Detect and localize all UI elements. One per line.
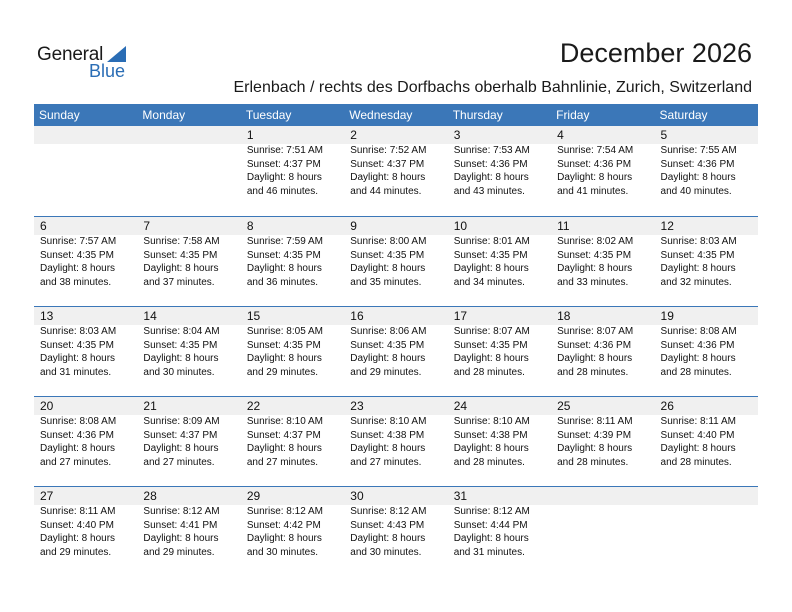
sunrise-time: Sunrise: 7:54 AM (557, 145, 634, 156)
day-number: 24 (448, 397, 551, 415)
daylight-hours: Daylight: 8 hours (453, 533, 529, 544)
weekday-wednesday: Wednesday (349, 108, 413, 122)
daylight-hours: Daylight: 8 hours (350, 533, 426, 544)
calendar-week-row (34, 126, 758, 216)
sunset-time: Sunset: 4:35 PM (350, 249, 425, 261)
daylight-minutes: and 28 minutes. (660, 456, 732, 468)
sunrise-time: Sunrise: 7:58 AM (143, 236, 220, 247)
daylight-minutes: and 32 minutes. (660, 276, 732, 288)
day-number (137, 126, 240, 144)
day-number: 5 (655, 126, 758, 144)
sunrise-time: Sunrise: 7:55 AM (660, 145, 737, 156)
sunrise-time: Sunrise: 8:12 AM (246, 506, 323, 517)
daylight-hours: Daylight: 8 hours (143, 353, 219, 364)
daylight-minutes: and 29 minutes. (40, 546, 112, 558)
daylight-hours: Daylight: 8 hours (246, 263, 322, 274)
day-cell (448, 307, 551, 396)
day-number: 19 (655, 307, 758, 325)
daylight-minutes: and 27 minutes. (350, 456, 422, 468)
weekday-saturday: Saturday (659, 108, 708, 122)
day-number: 9 (344, 217, 447, 235)
daylight-hours: Daylight: 8 hours (557, 172, 633, 183)
day-number: 21 (137, 397, 240, 415)
sunset-time: Sunset: 4:35 PM (143, 249, 218, 261)
day-number: 13 (34, 307, 137, 325)
day-number: 17 (448, 307, 551, 325)
sunrise-time: Sunrise: 8:12 AM (143, 506, 220, 517)
daylight-hours: Daylight: 8 hours (350, 263, 426, 274)
sunrise-time: Sunrise: 7:52 AM (350, 145, 427, 156)
sunrise-time: Sunrise: 8:12 AM (453, 506, 530, 517)
day-cell (344, 397, 447, 486)
daylight-hours: Daylight: 8 hours (557, 263, 633, 274)
day-cell (34, 397, 137, 486)
day-number (551, 487, 654, 505)
day-cell (241, 126, 344, 216)
daylight-hours: Daylight: 8 hours (453, 443, 529, 454)
calendar-week-row (34, 216, 758, 306)
day-cell (137, 217, 240, 306)
sunset-time: Sunset: 4:38 PM (453, 429, 528, 441)
sunrise-time: Sunrise: 8:11 AM (40, 506, 116, 517)
weekday-thursday: Thursday (452, 108, 503, 122)
sunset-time: Sunset: 4:37 PM (350, 158, 425, 170)
location-subtitle: Erlenbach / rechts des Dorfbachs oberhalb Bahnlinie, Zurich, Switzerland (233, 79, 752, 96)
daylight-hours: Daylight: 8 hours (143, 533, 219, 544)
sunset-time: Sunset: 4:35 PM (453, 339, 528, 351)
sunset-time: Sunset: 4:38 PM (350, 429, 425, 441)
sunset-time: Sunset: 4:36 PM (660, 158, 735, 170)
sunrise-time: Sunrise: 8:10 AM (350, 416, 427, 427)
daylight-hours: Daylight: 8 hours (660, 443, 736, 454)
logo-blue-text: Blue (89, 61, 126, 81)
sunset-time: Sunset: 4:35 PM (40, 339, 114, 351)
sunrise-time: Sunrise: 8:11 AM (557, 416, 633, 427)
day-number: 4 (551, 126, 654, 144)
day-number: 2 (344, 126, 447, 144)
day-cell (34, 487, 137, 576)
daylight-hours: Daylight: 8 hours (40, 353, 116, 364)
daylight-minutes: and 40 minutes. (660, 185, 732, 197)
daylight-minutes: and 38 minutes. (40, 276, 112, 288)
logo-triangle-icon (107, 46, 126, 62)
daylight-hours: Daylight: 8 hours (350, 443, 426, 454)
sunset-time: Sunset: 4:35 PM (557, 249, 632, 261)
sunrise-time: Sunrise: 8:00 AM (350, 236, 427, 247)
daylight-hours: Daylight: 8 hours (246, 172, 322, 183)
sunset-time: Sunset: 4:35 PM (350, 339, 425, 351)
sunset-time: Sunset: 4:35 PM (143, 339, 218, 351)
empty-day-cell (655, 487, 758, 576)
daylight-hours: Daylight: 8 hours (660, 263, 736, 274)
day-number: 12 (655, 217, 758, 235)
day-number: 14 (137, 307, 240, 325)
sunrise-time: Sunrise: 7:51 AM (246, 145, 323, 156)
day-number: 30 (344, 487, 447, 505)
day-cell (241, 487, 344, 576)
daylight-minutes: and 28 minutes. (557, 456, 629, 468)
sunrise-time: Sunrise: 7:59 AM (246, 236, 323, 247)
sunset-time: Sunset: 4:36 PM (557, 158, 632, 170)
day-cell (34, 217, 137, 306)
sunset-time: Sunset: 4:37 PM (246, 429, 321, 441)
daylight-minutes: and 41 minutes. (557, 185, 629, 197)
day-number: 20 (34, 397, 137, 415)
day-number (655, 487, 758, 505)
day-cell (655, 126, 758, 216)
sunrise-time: Sunrise: 8:11 AM (660, 416, 736, 427)
day-cell (344, 126, 447, 216)
day-number: 8 (241, 217, 344, 235)
daylight-hours: Daylight: 8 hours (557, 353, 633, 364)
sunset-time: Sunset: 4:36 PM (453, 158, 528, 170)
day-cell (448, 487, 551, 576)
daylight-minutes: and 29 minutes. (350, 366, 422, 378)
day-cell (551, 307, 654, 396)
day-cell (241, 217, 344, 306)
sunrise-time: Sunrise: 8:08 AM (40, 416, 117, 427)
day-cell (137, 487, 240, 576)
daylight-minutes: and 28 minutes. (557, 366, 629, 378)
weekday-friday: Friday (556, 108, 590, 122)
day-number: 28 (137, 487, 240, 505)
daylight-minutes: and 29 minutes. (246, 366, 319, 378)
day-number (34, 126, 137, 144)
sunset-time: Sunset: 4:43 PM (350, 519, 425, 531)
sunset-time: Sunset: 4:39 PM (557, 429, 632, 441)
daylight-minutes: and 29 minutes. (143, 546, 215, 558)
daylight-hours: Daylight: 8 hours (40, 443, 116, 454)
daylight-minutes: and 30 minutes. (350, 546, 422, 558)
day-cell (551, 217, 654, 306)
daylight-hours: Daylight: 8 hours (557, 443, 633, 454)
sunrise-time: Sunrise: 8:07 AM (557, 326, 634, 337)
sunset-time: Sunset: 4:35 PM (40, 249, 114, 261)
daylight-minutes: and 30 minutes. (143, 366, 215, 378)
day-cell (344, 307, 447, 396)
daylight-minutes: and 43 minutes. (453, 185, 525, 197)
daylight-minutes: and 35 minutes. (350, 276, 422, 288)
day-number: 22 (241, 397, 344, 415)
day-number: 27 (34, 487, 137, 505)
calendar-week-row (34, 486, 758, 576)
daylight-minutes: and 37 minutes. (143, 276, 215, 288)
page-title: December 2026 (559, 38, 752, 68)
daylight-hours: Daylight: 8 hours (660, 172, 736, 183)
sunrise-time: Sunrise: 8:05 AM (246, 326, 323, 337)
day-number: 31 (448, 487, 551, 505)
sunset-time: Sunset: 4:37 PM (246, 158, 321, 170)
sunrise-time: Sunrise: 8:03 AM (660, 236, 737, 247)
daylight-hours: Daylight: 8 hours (453, 353, 529, 364)
day-number: 29 (241, 487, 344, 505)
sunrise-time: Sunrise: 8:01 AM (453, 236, 530, 247)
daylight-hours: Daylight: 8 hours (453, 172, 529, 183)
empty-day-cell (551, 487, 654, 576)
daylight-minutes: and 27 minutes. (246, 456, 319, 468)
daylight-minutes: and 33 minutes. (557, 276, 629, 288)
sunset-time: Sunset: 4:35 PM (453, 249, 528, 261)
weekday-tuesday: Tuesday (245, 108, 292, 122)
day-cell (448, 397, 551, 486)
sunset-time: Sunset: 4:35 PM (246, 339, 321, 351)
daylight-hours: Daylight: 8 hours (246, 533, 322, 544)
calendar-week-row (34, 396, 758, 486)
daylight-minutes: and 44 minutes. (350, 185, 422, 197)
logo (37, 42, 137, 82)
empty-day-cell (137, 126, 240, 216)
day-number: 16 (344, 307, 447, 325)
day-cell (448, 126, 551, 216)
day-number: 1 (241, 126, 344, 144)
daylight-hours: Daylight: 8 hours (350, 353, 426, 364)
day-number: 25 (551, 397, 654, 415)
daylight-hours: Daylight: 8 hours (40, 533, 116, 544)
daylight-minutes: and 31 minutes. (453, 546, 525, 558)
sunrise-time: Sunrise: 8:04 AM (143, 326, 220, 337)
daylight-minutes: and 27 minutes. (143, 456, 215, 468)
sunrise-time: Sunrise: 8:10 AM (246, 416, 323, 427)
sunrise-time: Sunrise: 7:53 AM (453, 145, 530, 156)
day-number: 7 (137, 217, 240, 235)
sunset-time: Sunset: 4:44 PM (453, 519, 528, 531)
sunrise-time: Sunrise: 8:12 AM (350, 506, 427, 517)
sunrise-time: Sunrise: 8:08 AM (660, 326, 737, 337)
daylight-minutes: and 31 minutes. (40, 366, 112, 378)
sunrise-time: Sunrise: 8:06 AM (350, 326, 427, 337)
daylight-minutes: and 28 minutes. (660, 366, 732, 378)
daylight-minutes: and 27 minutes. (40, 456, 112, 468)
day-cell (34, 307, 137, 396)
day-number: 6 (34, 217, 137, 235)
day-cell (241, 307, 344, 396)
weekday-sunday: Sunday (39, 108, 80, 122)
day-number: 23 (344, 397, 447, 415)
sunset-time: Sunset: 4:36 PM (40, 429, 114, 441)
sunrise-time: Sunrise: 8:09 AM (143, 416, 220, 427)
sunset-time: Sunset: 4:42 PM (246, 519, 321, 531)
day-cell (551, 126, 654, 216)
empty-day-cell (34, 126, 137, 216)
calendar-week-row (34, 306, 758, 396)
day-cell (448, 217, 551, 306)
day-cell (551, 397, 654, 486)
day-cell (655, 307, 758, 396)
day-cell (344, 487, 447, 576)
daylight-minutes: and 46 minutes. (246, 185, 319, 197)
daylight-hours: Daylight: 8 hours (246, 443, 322, 454)
daylight-hours: Daylight: 8 hours (660, 353, 736, 364)
day-cell (137, 397, 240, 486)
daylight-minutes: and 28 minutes. (453, 366, 525, 378)
calendar-grid (34, 126, 758, 576)
daylight-minutes: and 28 minutes. (453, 456, 525, 468)
day-number: 26 (655, 397, 758, 415)
sunset-time: Sunset: 4:35 PM (660, 249, 735, 261)
sunset-time: Sunset: 4:40 PM (660, 429, 735, 441)
day-cell (655, 217, 758, 306)
daylight-hours: Daylight: 8 hours (246, 353, 322, 364)
sunset-time: Sunset: 4:41 PM (143, 519, 218, 531)
daylight-hours: Daylight: 8 hours (350, 172, 426, 183)
day-number: 3 (448, 126, 551, 144)
daylight-hours: Daylight: 8 hours (143, 443, 219, 454)
daylight-minutes: and 36 minutes. (246, 276, 319, 288)
day-number: 15 (241, 307, 344, 325)
sunset-time: Sunset: 4:40 PM (40, 519, 114, 531)
daylight-hours: Daylight: 8 hours (143, 263, 219, 274)
sunset-time: Sunset: 4:36 PM (557, 339, 632, 351)
daylight-hours: Daylight: 8 hours (40, 263, 116, 274)
day-cell (655, 397, 758, 486)
sunrise-time: Sunrise: 8:07 AM (453, 326, 530, 337)
daylight-minutes: and 34 minutes. (453, 276, 525, 288)
day-cell (241, 397, 344, 486)
sunset-time: Sunset: 4:35 PM (246, 249, 321, 261)
sunrise-time: Sunrise: 8:03 AM (40, 326, 117, 337)
day-number: 10 (448, 217, 551, 235)
sunset-time: Sunset: 4:37 PM (143, 429, 218, 441)
sunrise-time: Sunrise: 8:02 AM (557, 236, 634, 247)
day-cell (344, 217, 447, 306)
day-cell (137, 307, 240, 396)
day-number: 18 (551, 307, 654, 325)
sunset-time: Sunset: 4:36 PM (660, 339, 735, 351)
sunrise-time: Sunrise: 8:10 AM (453, 416, 530, 427)
day-number: 11 (551, 217, 654, 235)
sunrise-time: Sunrise: 7:57 AM (40, 236, 117, 247)
daylight-hours: Daylight: 8 hours (453, 263, 529, 274)
daylight-minutes: and 30 minutes. (246, 546, 319, 558)
weekday-header (34, 104, 758, 126)
weekday-monday: Monday (142, 108, 186, 122)
logo-general-text: General (37, 44, 104, 65)
